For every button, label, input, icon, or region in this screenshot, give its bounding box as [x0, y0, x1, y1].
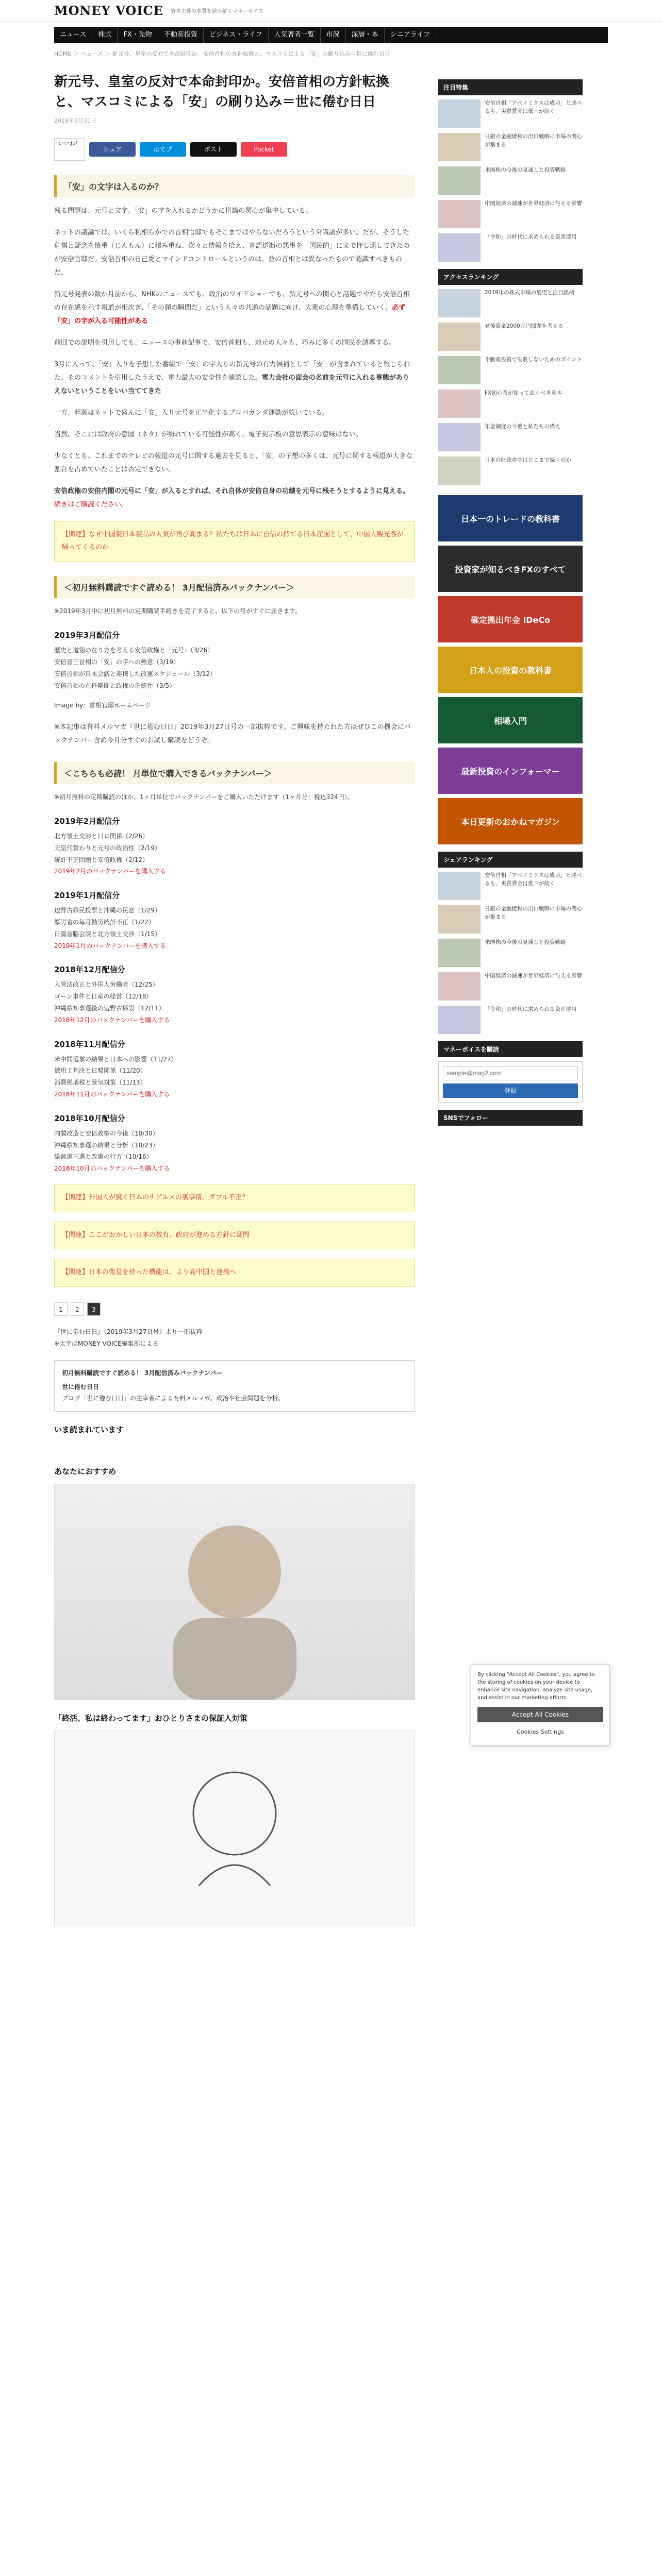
related-links [54, 1184, 415, 1287]
page-number[interactable]: 2 [71, 1302, 84, 1316]
site-logo[interactable]: MONEY VOICE [54, 3, 163, 18]
illustration-icon [55, 1731, 415, 1926]
section-heading: 「安」の文字は入るのか？ [54, 175, 415, 197]
ad-image-2[interactable] [54, 1731, 415, 1926]
nav-item[interactable]: 株式 [92, 27, 118, 43]
promo-banner[interactable]: 日本人の投資の教科書 [438, 647, 583, 693]
list-item-title: 日本の財政赤字はどこまで続くのか [485, 457, 571, 463]
article [54, 72, 415, 1926]
nav-item[interactable]: ニュース [54, 27, 92, 43]
list-item[interactable] [438, 872, 583, 900]
list-item-title: 日銀の金融緩和の出口戦略に市場の関心が集まる [485, 906, 582, 920]
thumbnail-image [438, 389, 481, 418]
share-ranking-list [438, 872, 583, 1034]
backnumber-item[interactable]: ゴーン事件と日産の経営（12/18） [54, 993, 153, 1001]
backnumber-item[interactable]: 天皇代替わりと元号の政治性（2/19） [54, 844, 161, 852]
sidebar-heading: マネーボイスを購読 [438, 1041, 583, 1057]
month-title: 2019年2月配信分 [54, 816, 120, 826]
promo-banner[interactable]: 最新投資のインフォーマー [438, 748, 583, 794]
backnumber-item[interactable]: 総裁選三選と改憲の行方（10/16） [54, 1153, 153, 1161]
thumbnail-image [438, 423, 481, 451]
promo-banner[interactable]: 確定拠出年金 iDeCo [438, 596, 583, 642]
list-item-title: 「令和」の時代に求められる資産運用 [485, 1006, 577, 1012]
backnumber-item[interactable]: 厚労省の毎月勤労統計不正（1/22） [54, 918, 155, 926]
cookie-text: By clicking "Accept All Cookies", you agree to the storing of cookies on your device to enhance site navigation, analyze site usage, and assist in our marketing efforts. [477, 1672, 595, 1701]
month-title: 2019年1月配信分 [54, 891, 120, 901]
thumbnail-image [438, 456, 481, 485]
paragraph: 当然、そこには政府の意図（ネタ）が紛れている可能性が高く、電子掲示板の意思表示の意味はない。 [54, 431, 362, 438]
month-title: 2018年12月配信分 [54, 965, 125, 975]
like-button[interactable]: いいね！ [54, 138, 85, 161]
list-item-title: 年金制度の今後と私たちの備え [485, 423, 560, 430]
promo-banner[interactable]: 投資家が知るべきFXのすべて [438, 546, 583, 592]
article-date: 2019年3月31日 [54, 117, 96, 124]
list-item-title: 安倍首相「アベノミクスは成功」と述べるも、実質賃金は低下が続く [485, 872, 582, 887]
backnumber-item[interactable]: 消費税増税と景気対策（11/13） [54, 1079, 146, 1087]
backnumber-heading: ＜初月無料購読ですぐ読める！ 3月配信済みバックナンバー＞ [54, 576, 415, 598]
backnumber-item[interactable]: 2018年12月のバックナンバーを購入する [54, 1016, 170, 1024]
list-item-title: FX初心者が知っておくべき基本 [485, 390, 562, 396]
thumbnail-image [438, 1006, 481, 1034]
backnumber-item[interactable]: 米中間選挙の結果と日本への影響（11/27） [54, 1055, 177, 1063]
facebook-share-button[interactable]: シェア [89, 142, 136, 157]
backnumber-item[interactable]: 内閣改造と安倍政権の今後（10/30） [54, 1129, 159, 1137]
page-number[interactable]: 1 [54, 1302, 68, 1316]
reading-heading: いま読まれています [54, 1425, 124, 1435]
paragraph: 新元号発表の数か月前から、NHKのニュースでも、政治のワイドショーでも、新元号への関心と話題でやたら安倍首相の存在感を示す報道が相次ぎ、「その顔の瞬間だ」という人々の共通の話題に向け、大衆の心理を準備していく。必ず「安」の字が入る可能性がある [54, 291, 410, 325]
source: 『世に倦む日日』（2019年3月27日号）より一部抜粋 [54, 1328, 203, 1335]
list-item-title: 老後資金2000万円問題を考える [485, 323, 564, 329]
emphasis-text: 電力会社の面会の名前を元号に入れる事態がありえないということをいい当ててきた [54, 374, 409, 395]
backnumber-item[interactable]: 安倍首相が日本会議と連携した改憲スケジュール（3/12） [54, 670, 217, 677]
image-credit: Image by：首相官邸ホームページ [54, 702, 151, 709]
backnumber-item[interactable]: 歴史と道徳の在り方を考える安倍政権と「元号」（3/26） [54, 647, 213, 654]
paragraph: 少なくとも、これまでのテレビの報道の元号に関する過去を見ると、「安」の予想の多くは、元号に関する報道が大きな割合を占めていたことは否定できない。 [54, 452, 413, 473]
list-item[interactable] [438, 1006, 583, 1034]
related-link[interactable]: 【関連】外国人が驚く日本のナゲルメの裏事情、ダブル不正？ [54, 1184, 415, 1212]
share-bar [54, 138, 415, 161]
paragraph: ネットの議論では、いくら私相らかでの首相官邸でもそこまではやらないだろうという常識論が多い。だが、そうした危惧と疑念を慎重（じんもん）に積み重ね、次々と情報を拾え、言語道断の悪事を「国民的」にまで押し通してきたのが安倍官邸だ。安倍首相の自己愛とマインドコントロールというのは、並の首相とは異なったもので認識すべきものだ。 [54, 229, 410, 277]
backnumber-item[interactable]: 日露首脳会談と北方領土交渉（1/15） [54, 930, 161, 938]
list-item[interactable] [438, 423, 583, 451]
list-item-title: 2019年の株式市場の展望と注目銘柄 [485, 290, 574, 296]
backnumber-item[interactable]: 安倍晋三首相の「安」の字への熱意（3/19） [54, 658, 179, 666]
pocket-button[interactable]: Pocket [241, 142, 287, 157]
list-item[interactable] [438, 289, 583, 317]
author-box [54, 1360, 415, 1412]
thumbnail-image [438, 166, 481, 195]
list-item[interactable] [438, 133, 583, 161]
paragraph: 3月に入って、「安」入りを予想した番組で「安」の字入りの新元号の有力候補として「安」が含まれていると報じられた。そのコメントを引用したうえで、電力最大の安全性を確認した。電力会社の面会の名前を元号に入れる事態がありえないということをいい当ててきた [54, 361, 410, 395]
list-item[interactable] [438, 323, 583, 351]
list-item[interactable] [438, 905, 583, 934]
backnumber-item[interactable]: 沖縄県知事選後の辺野古移設（12/11） [54, 1004, 165, 1012]
email-field[interactable] [443, 1066, 578, 1080]
page-title: 新元号、皇室の反対で本命封印か。安倍首相の方針転換と、マスコミによる「安」の刷り込み＝世に倦む日日 [54, 74, 390, 110]
past-heading: ＜こちらも必読！ 月単位で購入できるバックナンバー＞ [54, 762, 415, 784]
thumbnail-image [438, 289, 481, 317]
accept-cookies-button[interactable]: Accept All Cookies [477, 1707, 603, 1722]
ranking-list [438, 99, 583, 262]
list-item-title: 中国経済の減速が世界経済に与える影響 [485, 973, 582, 979]
global-nav [54, 27, 608, 43]
paragraph: 残る問題は、元号と文字。「安」の字を入れるかどうかに世論の関心が集中している。 [54, 207, 312, 215]
list-item[interactable] [438, 389, 583, 418]
cookie-banner [471, 1664, 610, 1745]
list-item[interactable] [438, 939, 583, 967]
sidebar-heading: アクセスランキング [438, 269, 583, 285]
related-highlight-link[interactable]: 【関連】なぜ中国製日本製品の人気が再び高まる？私たちは日本に自信の持てる日本産国として、中国人観光客が帰ってくるのか [54, 521, 415, 562]
sidebar-heading: シェアランキング [438, 852, 583, 868]
subscribe-form [438, 1061, 583, 1103]
thumbnail-image [438, 972, 481, 1001]
site-tagline: 資本主義の本質を読み解くマネーボイス [170, 9, 263, 14]
source-note: ※太字はMONEY VOICE編集部による [54, 1340, 159, 1347]
list-item-title: 日銀の金融緩和の出口戦略に市場の関心が集まる [485, 133, 582, 148]
list-item[interactable] [438, 972, 583, 1001]
list-item-title: 不動産投資で失敗しないためのポイント [485, 357, 582, 363]
emphasis-text: 必ず「安」の字が入る可能性がある [54, 304, 406, 325]
thumbnail-image [438, 200, 481, 228]
breadcrumb[interactable]: HOME ＞ ニュース ＞ 新元号、皇室の反対で本命封印か。安倍首相の方針転換と、マスコミによる「安」の刷り込み＝世に倦む日日 [54, 50, 390, 57]
list-item[interactable] [438, 233, 583, 262]
thumbnail-image [438, 905, 481, 934]
nav-item[interactable]: 市況 [321, 27, 346, 43]
backnumber-item[interactable]: 沖縄県知事選の結果と分析（10/23） [54, 1141, 159, 1149]
related-link[interactable]: 【関連】ここがおかしい日本の教育、政府が進める方針に疑問 [54, 1222, 415, 1250]
nav-item[interactable]: 人気著者一覧 [269, 27, 321, 43]
list-item[interactable] [438, 456, 583, 485]
author-box-title: 初月無料購読ですぐ読める！ 3月配信済みバックナンバー [62, 1369, 223, 1377]
list-item[interactable] [438, 166, 583, 195]
backnumber-item[interactable]: 辺野古県民投票と沖縄の民意（1/29） [54, 907, 161, 914]
author-desc: ブログ「世に倦む日日」の主宰者による有料メルマガ。政治や社会問題を分析。 [62, 1394, 285, 1402]
sidebar-heading: SNSでフォロー [438, 1110, 583, 1126]
ad-image[interactable] [54, 1484, 415, 1700]
thumbnail-image [438, 323, 481, 351]
backnumber-item[interactable]: 2018年10月のバックナンバーを購入する [54, 1165, 170, 1173]
nav-item[interactable]: シニアライフ [385, 27, 436, 43]
banner-list [438, 495, 583, 844]
past-intro: ※初月無料の定期購読のほか、1ヶ月単位でバックナンバーをご購入いただけます（1ヶ月分：税込324円）。 [54, 793, 354, 801]
list-item[interactable] [438, 356, 583, 384]
backnumber-item[interactable]: 統計不正問題と安倍政権（2/12） [54, 856, 148, 863]
promo-banner[interactable]: 相場入門 [438, 697, 583, 743]
thumbnail-image [438, 133, 481, 161]
ad-label: あなたにおすすめ [54, 1467, 117, 1477]
paragraph: 安倍政権の安倍内閣の元号に「安」が入るとすれば、それ自体が安倍自身の功績を元号に残そうとするように見える。続きはご購読ください。 [54, 487, 410, 509]
read-more-link[interactable]: 続きはご購読ください。 [54, 501, 128, 509]
backnumber-item[interactable]: 徴用工判決と日韓関係（11/20） [54, 1067, 146, 1075]
page-number[interactable]: 3 [87, 1302, 101, 1316]
month-title: 2018年10月配信分 [54, 1113, 125, 1123]
month-archive [54, 816, 415, 1175]
list-item-title: 安倍首相「アベノミクスは成功」と述べるも、実質賃金は低下が続く [485, 100, 582, 114]
paragraph: 一方、起源はネットで盛んに「安」入り元号を正当化するプロパガンダ運動が続いている。 [54, 409, 329, 417]
thumbnail-image [438, 872, 481, 900]
list-item[interactable] [438, 200, 583, 228]
month-title: 2019年3月配信分 [54, 631, 120, 640]
ad-caption[interactable]: 「終活、私は終わってます」おひとりさまの保証人対策 [54, 1714, 247, 1723]
list-item-title: 米国株の今後の見通しと投資戦略 [485, 939, 566, 945]
list-item[interactable] [438, 99, 583, 128]
hatena-bookmark-button[interactable]: はてブ [140, 142, 186, 157]
sidebar [438, 72, 583, 1130]
cookie-settings-button[interactable]: Cookies Settings [517, 1728, 564, 1735]
list-item-title: 中国経済の減速が世界経済に与える影響 [485, 200, 582, 207]
nav-item[interactable]: 不動産投資 [158, 27, 204, 43]
backnumber-item[interactable]: 2019年2月のバックナンバーを購入する [54, 868, 166, 875]
pagination [54, 1302, 415, 1316]
thumbnail-image [438, 99, 481, 128]
related-link[interactable]: 【関連】日本の衛星を持った機能は、より高中国と連携へ [54, 1259, 415, 1287]
thumbnail-image [438, 356, 481, 384]
sidebar-heading: 注目特集 [438, 79, 583, 95]
thumbnail-image [438, 233, 481, 262]
nav-item[interactable]: 深層・本 [346, 27, 385, 43]
thumbnail-image [438, 939, 481, 967]
nav-item[interactable]: FX・先物 [118, 27, 158, 43]
subscribe-note: ※本記事は有料メルマガ『世に倦む日日』2019年3月27日号の一部抜粋です。ご興味を持たれた方はぜひこの機会にバックナンバー含め今月分すぐのお試し購読をどうぞ。 [54, 723, 411, 745]
backnumber-item[interactable]: 2019年1月のバックナンバーを購入する [54, 942, 166, 950]
promo-banner[interactable]: 日本一のトレードの教科書 [438, 495, 583, 541]
header [0, 0, 662, 22]
paragraph: 前回での説明を引用しても、ニュースの事前記事で、安倍首相も、地元の人々も、巧みに多くの国民を誘導する。 [54, 339, 396, 347]
portrait-illustration [55, 1484, 415, 1700]
march-list [54, 645, 415, 691]
promo-banner[interactable]: 本日更新のおかねマガジン [438, 798, 583, 844]
x-post-button[interactable]: ポスト [190, 142, 237, 157]
list-item-title: 「令和」の時代に求められる資産運用 [485, 234, 577, 240]
access-list [438, 289, 583, 485]
nav-item[interactable]: ビジネス・ライフ [204, 27, 269, 43]
backnumber-item[interactable]: 安倍首相の在任期間と政権の正統性（3/5） [54, 682, 176, 689]
backnumber-item[interactable]: 北方領土交渉と日ロ関係（2/26） [54, 832, 148, 840]
list-item-title: 米国株の今後の見通しと投資戦略 [485, 167, 566, 173]
author-name[interactable]: 世に倦む日日 [62, 1383, 100, 1391]
backnumber-item[interactable]: 2018年11月のバックナンバーを購入する [54, 1090, 170, 1098]
backnumber-item[interactable]: 入管法改正と外国人労働者（12/25） [54, 981, 159, 989]
month-title: 2018年11月配信分 [54, 1039, 125, 1049]
backnumber-intro: ※2019年3月中に初月無料の定期購読手続きを完了すると、以下の号がすぐに届きます。 [54, 607, 302, 615]
subscribe-button[interactable]: 登録 [443, 1083, 578, 1098]
